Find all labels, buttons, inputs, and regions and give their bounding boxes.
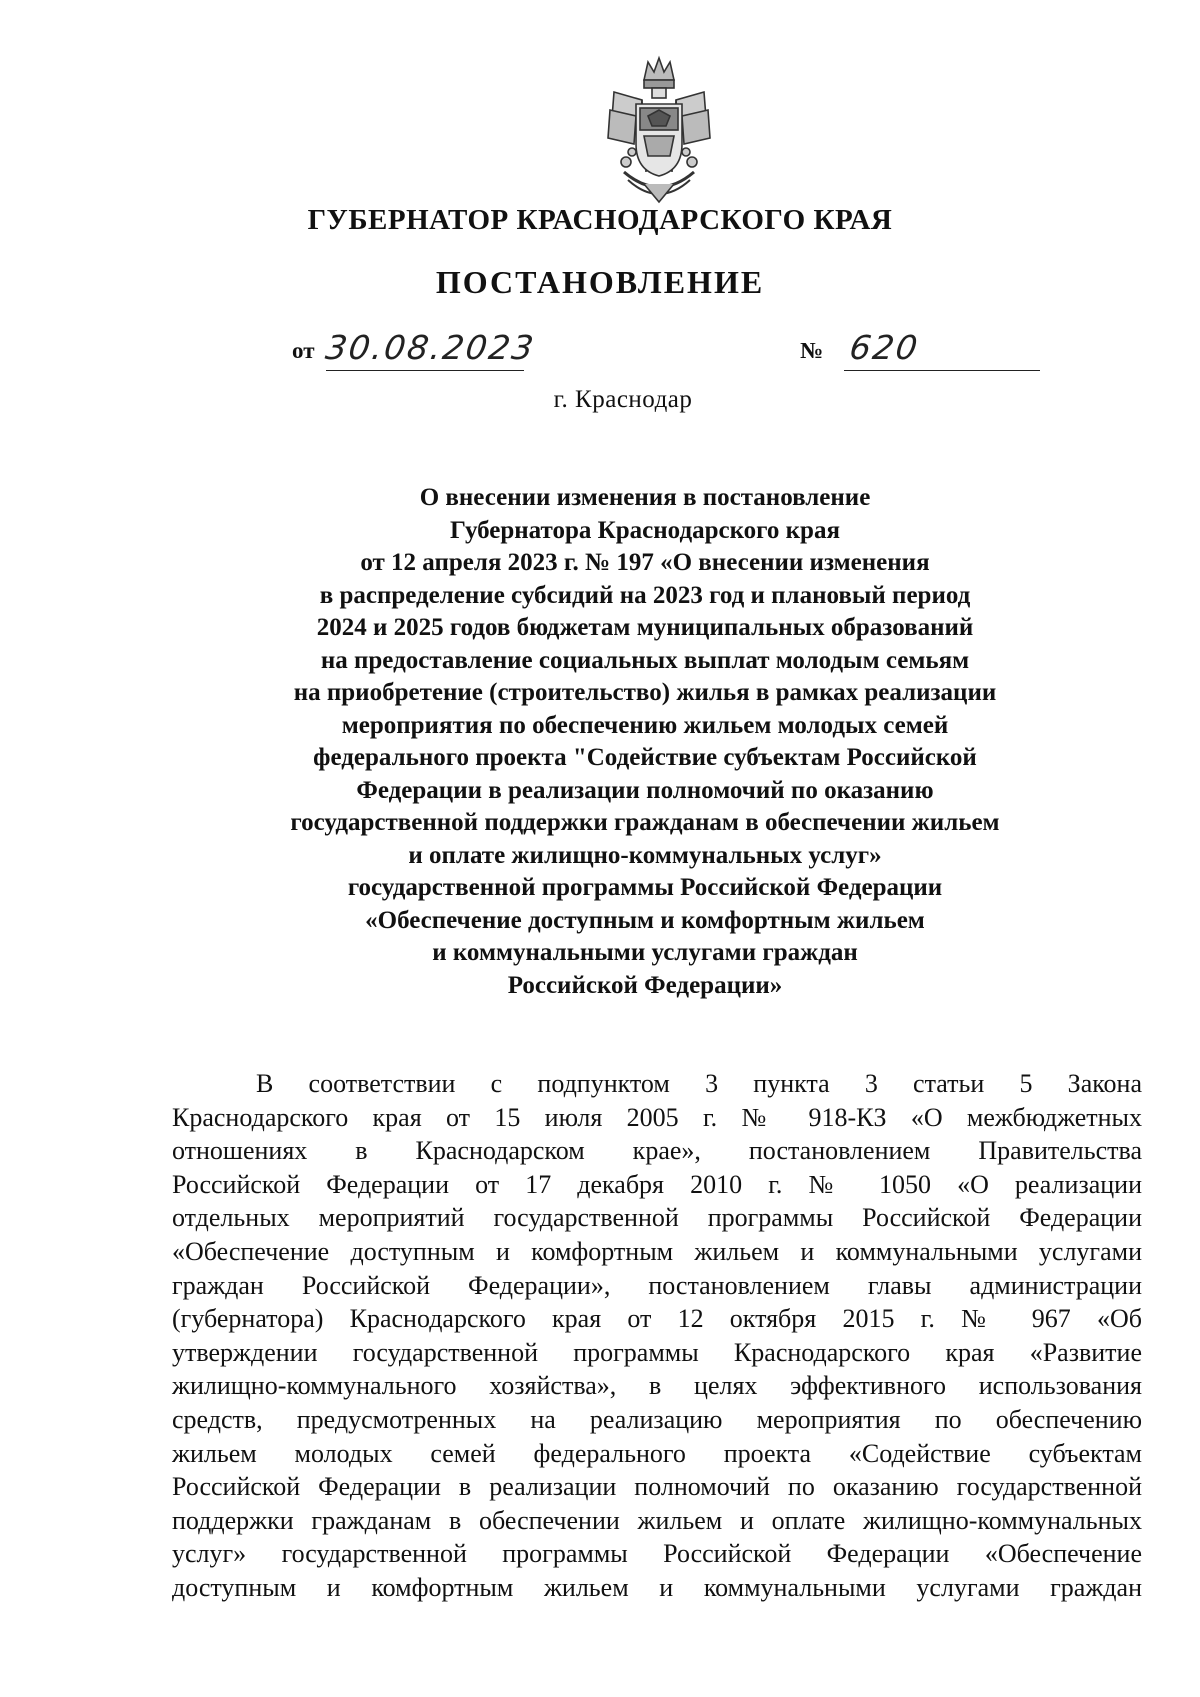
title-line: в распределение субсидий на 2023 год и плановый период [319, 581, 971, 609]
body-line: поддержки гражданам в обеспечении жильем и оплате жилищно-коммунальных [172, 1505, 1142, 1535]
title-line: и коммунальными услугами граждан [432, 939, 858, 966]
body-line: Российской Федерации в реализации полномочий по оказанию государственной [172, 1472, 1142, 1502]
handwritten-date: 30.08.2023 [323, 328, 538, 367]
body-line: услуг» государственной программы Российской Федерации «Обеспечение [172, 1539, 1142, 1569]
date-prefix: от [292, 338, 315, 363]
body-line: средств, предусмотренных на реализацию мероприятия по обеспечению [172, 1404, 1142, 1434]
number-prefix: № [800, 338, 824, 363]
body-line: отдельных мероприятий государственной программы Российской Федерации [172, 1203, 1142, 1233]
body-line: утверждении государственной программы Краснодарского края «Развитие [172, 1337, 1142, 1367]
title-line: от 12 апреля 2023 г. № 197 «О внесении изменения [360, 549, 930, 576]
title-line: и оплате жилищно-коммунальных услуг» [408, 841, 882, 869]
body-line: В соответствии с подпунктом 3 пункта 3 статьи 5 Закона [256, 1069, 1142, 1098]
title-line: на приобретение (строительство) жилья в рамках реализации [293, 679, 997, 706]
title-line: О внесении изменения в постановление [419, 484, 871, 511]
body-line: граждан Российской Федерации», постановлением главы администрации [172, 1270, 1142, 1300]
title-line: Губернатора Краснодарского края [449, 516, 840, 544]
authority-heading: ГУБЕРНАТОР КРАСНОДАРСКОГО КРАЯ [307, 204, 893, 236]
title-line: на предоставление социальных выплат молодым семьям [320, 646, 970, 674]
handwritten-number: 620 [847, 328, 922, 367]
title-line: государственной программы Российской Федерации [347, 874, 943, 901]
title-line: государственной поддержки гражданам в обеспечении жильем [290, 809, 1000, 836]
body-line: жильем молодых семей федерального проекта «Содействие субъектам [172, 1438, 1142, 1468]
title-line: мероприятия по обеспечению жильем молодых семей [341, 711, 949, 739]
title-line: 2024 и 2025 годов бюджетам муниципальных образований [316, 614, 974, 641]
body-line: Российской Федерации от 17 декабря 2010 г. № 1050 «О реализации [172, 1169, 1142, 1199]
body-line: жилищно-коммунального хозяйства», в целях эффективного использования [172, 1371, 1142, 1401]
date-number-row [0, 328, 1200, 374]
title-line: федерального проекта "Содействие субъектам Российской [313, 744, 977, 771]
document-title [240, 482, 1050, 1002]
title-line: «Обеспечение доступным и комфортным жильем [365, 906, 925, 934]
body-line: Краснодарского края от 15 июля 2005 г. № 918-КЗ «О межбюджетных [172, 1102, 1142, 1132]
body-line: «Обеспечение доступным и комфортным жильем и коммунальными услугами [172, 1236, 1142, 1266]
date-underline [326, 370, 524, 371]
body-paragraph [172, 1067, 1142, 1605]
city-label: г. Краснодар [553, 386, 693, 413]
document-type-heading: ПОСТАНОВЛЕНИЕ [435, 264, 765, 300]
title-line: Российской Федерации» [507, 971, 783, 999]
body-line: отношениях в Краснодарском крае», постановлением Правительства [172, 1136, 1142, 1166]
title-line: Федерации в реализации полномочий по оказанию [356, 776, 934, 804]
body-line: (губернатора) Краснодарского края от 12 октября 2015 г. № 967 «Об [172, 1304, 1142, 1334]
krasnodar-krai-coat-of-arms-icon [604, 52, 714, 210]
number-underline [844, 370, 1040, 371]
body-line: доступным и комфортным жильем и коммунальными услугами граждан [172, 1572, 1142, 1602]
